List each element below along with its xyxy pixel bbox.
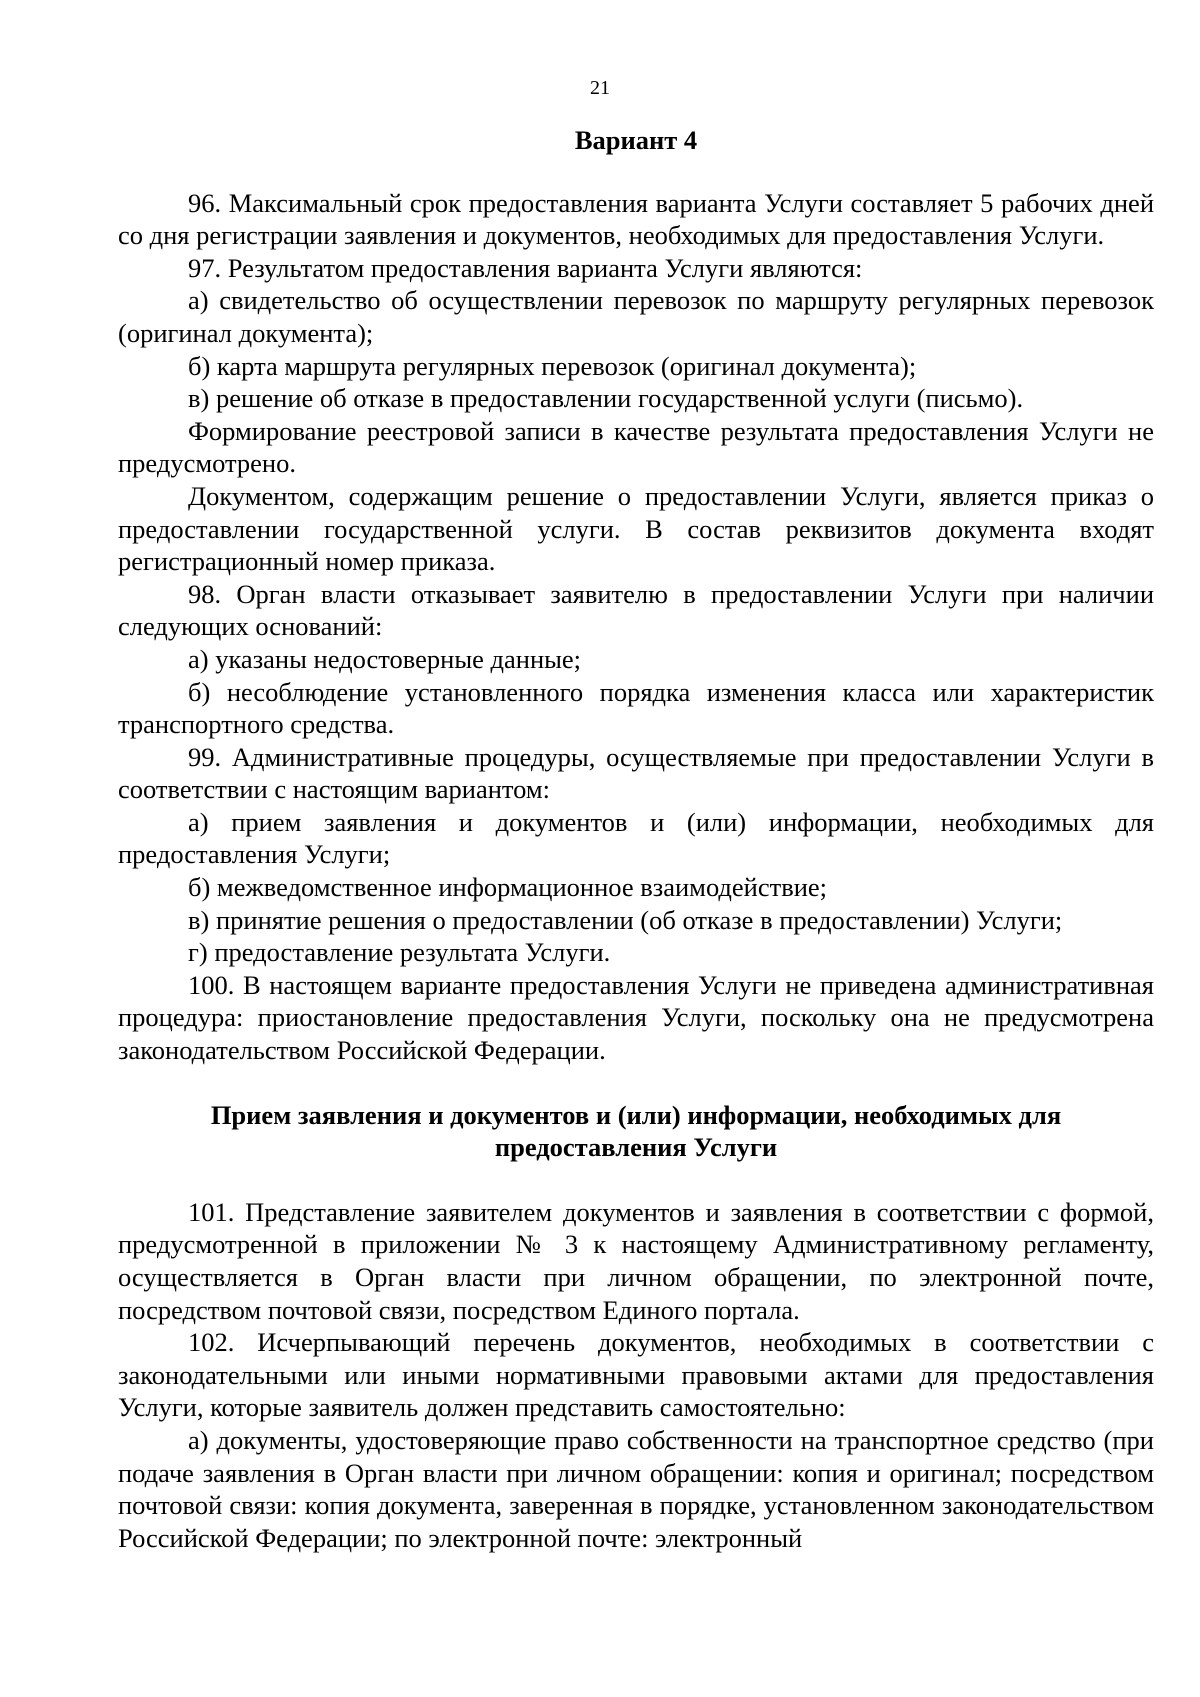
paragraph: Документом, содержащим решение о предоставлении Услуги, является приказ о предоставлении государственной услуги. В состав реквизитов документа входят регистрационный номер приказа. bbox=[118, 480, 1154, 577]
paragraph: б) карта маршрута регулярных перевозок (оригинал документа); bbox=[188, 350, 917, 381]
paragraph: б) межведомственное информационное взаимодействие; bbox=[188, 872, 828, 903]
paragraph: а) документы, удостоверяющие право собственности на транспортное средство (при подаче заявления в Орган власти при личном обращении: копия и оригинал; посредством почтовой связи: копия документа, заверенная в порядке, установленном законодательством Российской Федерации; по электронной почте: электронный bbox=[118, 1424, 1154, 1553]
paragraph: 99. Административные процедуры, осуществляемые при предоставлении Услуги в соответствии с настоящим вариантом: bbox=[118, 741, 1154, 805]
paragraph: 98. Орган власти отказывает заявителю в предоставлении Услуги при наличии следующих оснований: bbox=[118, 578, 1154, 642]
section-heading: Прием заявления и документов и (или) информации, необходимых для предоставления Услуги bbox=[210, 1099, 1062, 1163]
variant-heading: Вариант 4 bbox=[574, 125, 698, 155]
paragraph: Формирование реестровой записи в качестве результата предоставления Услуги не предусмотрено. bbox=[118, 415, 1154, 479]
paragraph: б) несоблюдение установленного порядка изменения класса или характеристик транспортного средства. bbox=[118, 676, 1154, 740]
paragraph: 97. Результатом предоставления варианта Услуги являются: bbox=[188, 252, 863, 283]
paragraph: в) принятие решения о предоставлении (об отказе в предоставлении) Услуги; bbox=[188, 904, 1063, 935]
page-content bbox=[118, 124, 1154, 1554]
paragraph: 101. Представление заявителем документов и заявления в соответствии с формой, предусмотренной в приложении № 3 к настоящему Административному регламенту, осуществляется в Орган власти при личном обращении, по электронной почте, посредством почтовой связи, посредством Единого портала. bbox=[118, 1196, 1154, 1325]
paragraph: а) прием заявления и документов и (или) информации, необходимых для предоставления Услуги; bbox=[118, 806, 1154, 870]
paragraph: 100. В настоящем варианте предоставления Услуги не приведена административная процедура: приостановление предоставления Услуги, поскольку она не предусмотрена законодательством Российской Федерации. bbox=[118, 969, 1154, 1066]
reception-section bbox=[118, 1196, 1154, 1555]
paragraph: в) решение об отказе в предоставлении государственной услуги (письмо). bbox=[188, 383, 1024, 414]
paragraph: 102. Исчерпывающий перечень документов, необходимых в соответствии с законодательными или иными нормативными правовыми актами для предоставления Услуги, которые заявитель должен представить самостоятельно: bbox=[118, 1327, 1154, 1423]
paragraph: 96. Максимальный срок предоставления варианта Услуги составляет 5 рабочих дней со дня регистрации заявления и документов, необходимых для предоставления Услуги. bbox=[118, 187, 1154, 251]
paragraph: г) предоставление результата Услуги. bbox=[188, 937, 611, 968]
paragraph: а) указаны недостоверные данные; bbox=[188, 643, 582, 674]
variant-section bbox=[118, 187, 1154, 1067]
page-number: 21 bbox=[590, 77, 610, 99]
paragraph: а) свидетельство об осуществлении перевозок по маршруту регулярных перевозок (оригинал документа); bbox=[118, 285, 1154, 348]
